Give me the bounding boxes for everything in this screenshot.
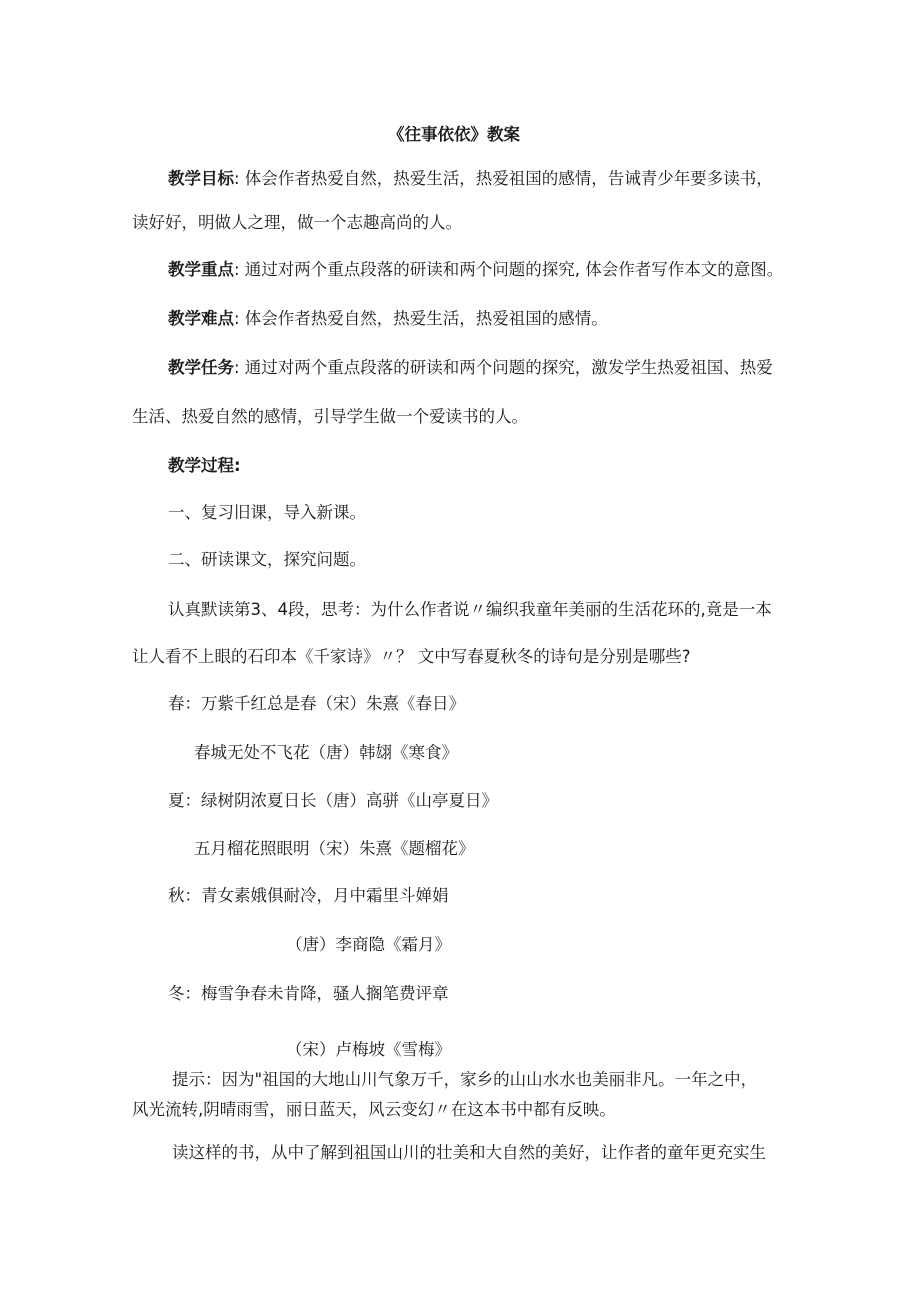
hint-line-2: 风光流转,阴晴雨雪，丽日蓝天，风云变幻〃在这本书中都有反映。 bbox=[132, 1100, 616, 1119]
poem-autumn-2: （唐）李商隐《霜月》 bbox=[286, 935, 451, 954]
poem-autumn-1: 秋：青女素娥俱耐冷，月中霜里斗婵娟 bbox=[168, 886, 449, 905]
step-1: 一、复习旧课，导入新课。 bbox=[168, 503, 366, 522]
teaching-focus-label: 教学重点 bbox=[168, 260, 234, 279]
teaching-goal-line-2: 读好好，明做人之理，做一个志趣高尚的人。 bbox=[132, 213, 462, 232]
question-line-2: 让人看不上眼的石印本《千家诗》〃？ 文中写春夏秋冬的诗句是分别是哪些? bbox=[132, 647, 691, 666]
teaching-goal-text: : 体会作者热爱自然，热爱生活，热爱祖国的感情，告诫青少年要多读书， bbox=[234, 169, 773, 188]
step-2: 二、研读课文，探究问题。 bbox=[168, 550, 366, 569]
teaching-task-line-1 bbox=[168, 356, 773, 380]
poem-winter-2: （宋）卢梅坡《雪梅》 bbox=[286, 1040, 451, 1059]
teaching-focus-text: : 通过对两个重点段落的研读和两个问题的探究, 体会作者写作本文的意图。 bbox=[234, 260, 784, 279]
poem-spring-1: 春：万紫千红总是春（宋）朱熹《春日》 bbox=[168, 694, 465, 713]
question-line-1: 认真默读第3、4段，思考：为什么作者说〃编织我童年美丽的生活花环的,竟是一本 bbox=[168, 600, 772, 619]
reading-line-1: 读这样的书，从中了解到祖国山川的壮美和大自然的美好，让作者的童年更充实生 bbox=[172, 1143, 766, 1162]
document-title: 《往事依依》教案 bbox=[388, 125, 520, 144]
teaching-process-heading: 教学过程: bbox=[168, 456, 241, 475]
poem-winter-1: 冬：梅雪争春未肯降，骚人搁笔费评章 bbox=[168, 984, 449, 1003]
teaching-goal-line-1 bbox=[168, 167, 773, 191]
poem-spring-2: 春城无处不飞花（唐）韩翃《寒食》 bbox=[194, 743, 458, 762]
teaching-difficulty-line bbox=[168, 307, 608, 331]
teaching-task-label: 教学任务 bbox=[168, 358, 234, 377]
teaching-task-text: : 通过对两个重点段落的研读和两个问题的探究，激发学生热爱祖国、热爱 bbox=[234, 358, 773, 377]
teaching-difficulty-text: : 体会作者热爱自然，热爱生活，热爱祖国的感情。 bbox=[234, 309, 608, 328]
teaching-task-line-2: 生活、热爱自然的感情，引导学生做一个爱读书的人。 bbox=[132, 407, 528, 426]
poem-summer-2: 五月榴花照眼明（宋）朱熹《题榴花》 bbox=[194, 839, 475, 858]
teaching-difficulty-label: 教学难点 bbox=[168, 309, 234, 328]
poem-summer-1: 夏：绿树阴浓夏日长（唐）高骈《山亭夏日》 bbox=[168, 791, 498, 810]
hint-line-1: 提示：因为"祖国的大地山川气象万千，家乡的山山水水也美丽非凡。一年之中， bbox=[172, 1070, 758, 1089]
teaching-goal-label: 教学目标 bbox=[168, 169, 234, 188]
teaching-focus-line bbox=[168, 258, 783, 282]
